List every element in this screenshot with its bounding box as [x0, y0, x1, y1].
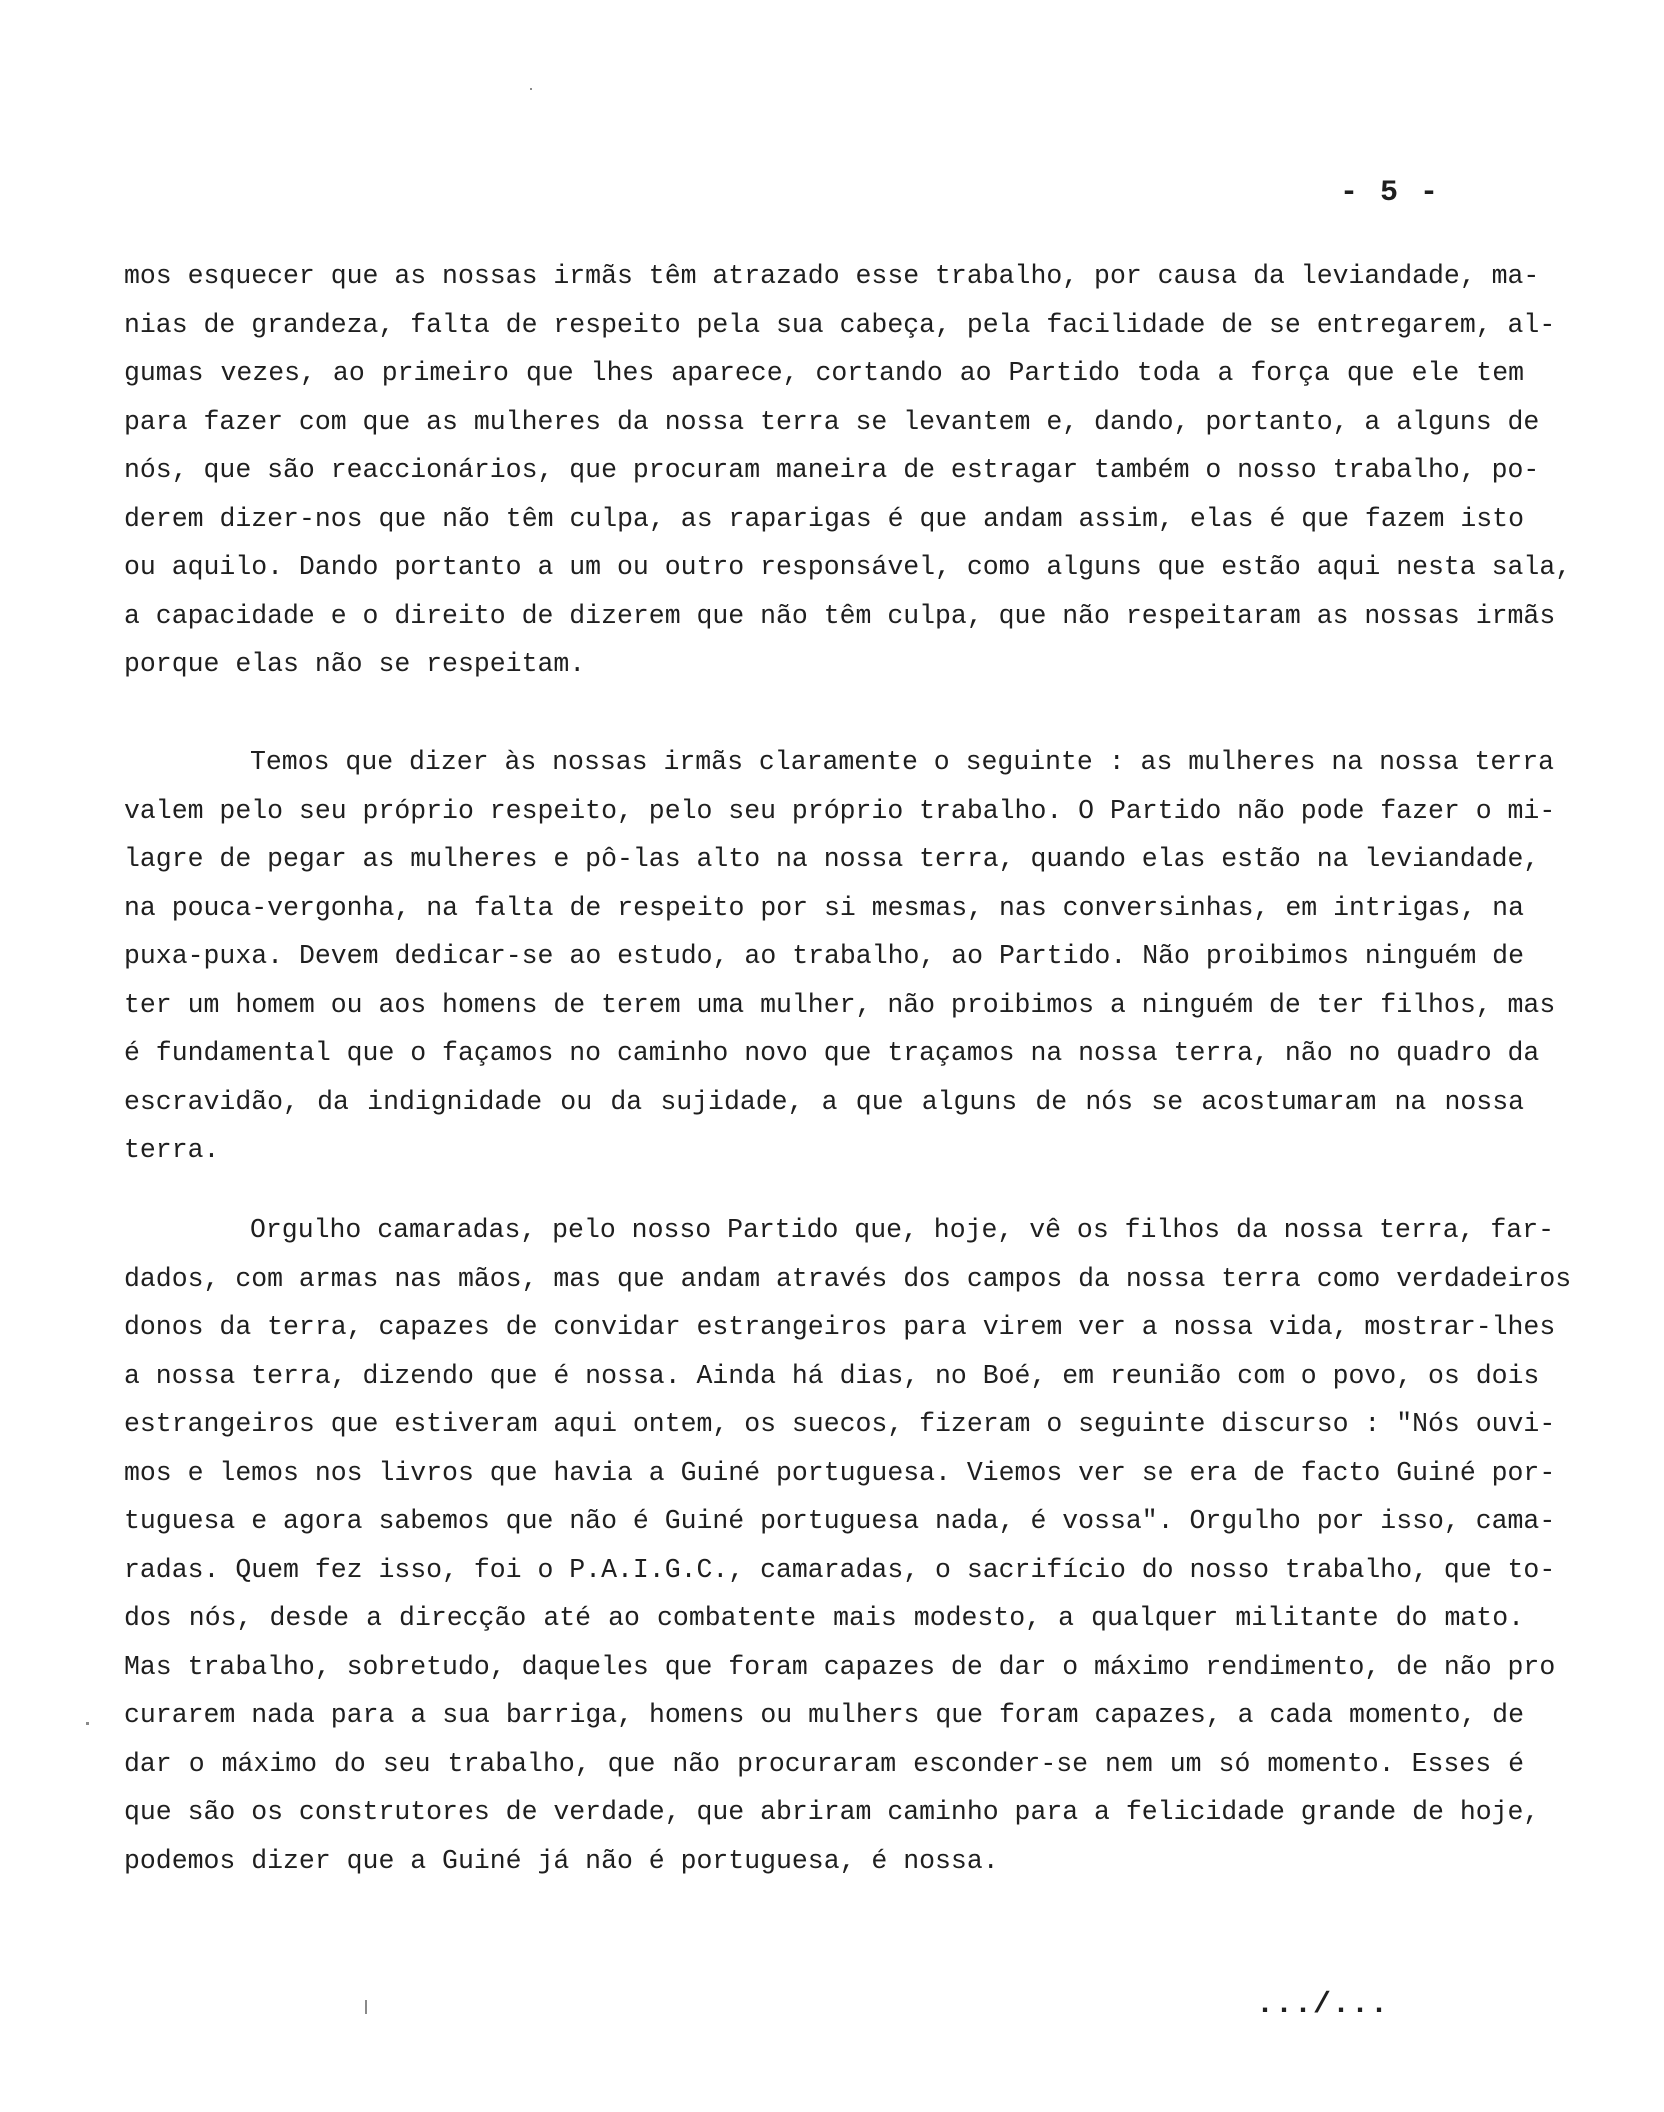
page-number: - 5 - — [1340, 176, 1441, 210]
scan-speck — [365, 2000, 367, 2014]
text-line: na pouca-vergonha, na falta de respeito por si mesmas, nas conversinhas, em intrigas, na — [124, 892, 1524, 923]
text-line: dar o máximo do seu trabalho, que não procuraram esconder-se nem um só momento. Esses é — [124, 1748, 1524, 1779]
text-line: donos da terra, capazes de convidar estrangeiros para virem ver a nossa vida, mostrar-lhes — [124, 1312, 1556, 1342]
text-line: estrangeiros que estiveram aqui ontem, os suecos, fizeram o seguinte discurso : "Nós ouvi- — [124, 1409, 1556, 1439]
text-line: Mas trabalho, sobretudo, daqueles que foram capazes de dar o máximo rendimento, de não pro — [124, 1651, 1556, 1682]
paragraph-3 — [124, 1206, 1572, 1885]
text-line: lagre de pegar as mulheres e pô-las alto na nossa terra, quando elas estão na leviandade, — [124, 844, 1540, 874]
text-line: tuguesa e agora sabemos que não é Guiné portuguesa nada, é vossa". Orgulho por isso, cama- — [124, 1506, 1556, 1536]
text-line: é fundamental que o façamos no caminho novo que traçamos na nossa terra, não no quadro da — [124, 1038, 1540, 1068]
text-line: dados, com armas nas mãos, mas que andam através dos campos da nossa terra como verdadeiros — [124, 1263, 1572, 1294]
text-line: dos nós, desde a direcção até ao combatente mais modesto, a qualquer militante do mato. — [124, 1603, 1524, 1633]
text-line: nós, que são reaccionários, que procuram maneira de estragar também o nosso trabalho, po- — [124, 455, 1540, 485]
scan-speck — [86, 1722, 89, 1725]
text-line: curarem nada para a sua barriga, homens ou mulhers que foram capazes, a cada momento, de — [124, 1700, 1524, 1730]
text-line: ter um homem ou aos homens de terem uma mulher, não proibimos a ninguém de ter filhos, mas — [124, 989, 1556, 1020]
text-line: a nossa terra, dizendo que é nossa. Ainda há dias, no Boé, em reunião com o povo, os dois — [124, 1360, 1540, 1391]
text-line: ou aquilo. Dando portanto a um ou outro responsável, como alguns que estão aqui nesta sala, — [124, 552, 1572, 582]
text-line: valem pelo seu próprio respeito, pelo seu próprio trabalho. O Partido não pode fazer o mi- — [124, 795, 1556, 826]
text-line: gumas vezes, ao primeiro que lhes aparece, cortando ao Partido toda a força que ele tem — [124, 358, 1524, 388]
text-line: podemos dizer que a Guiné já não é portuguesa, é nossa. — [124, 1845, 999, 1876]
text-line: Temos que dizer às nossas irmãs claramente o seguinte : as mulheres na nossa terra — [250, 747, 1555, 777]
text-line: radas. Quem fez isso, foi o P.A.I.G.C., camaradas, o sacrifício do nosso trabalho, que to- — [124, 1554, 1556, 1585]
paragraph-2 — [124, 738, 1556, 1175]
paragraph-1 — [124, 252, 1572, 689]
text-line: mos esquecer que as nossas irmãs têm atrazado esse trabalho, por causa da leviandade, ma- — [124, 261, 1540, 291]
text-line: puxa-puxa. Devem dedicar-se ao estudo, ao trabalho, ao Partido. Não proibimos ninguém de — [124, 941, 1524, 971]
text-line: que são os construtores de verdade, que abriram caminho para a felicidade grande de hoje, — [124, 1797, 1540, 1827]
scan-speck — [530, 88, 532, 90]
text-line: escravidão, da indignidade ou da sujidade, a que alguns de nós se acostumaram na nossa — [124, 1086, 1524, 1117]
text-line: mos e lemos nos livros que havia a Guiné portuguesa. Viemos ver se era de facto Guiné por- — [124, 1457, 1556, 1488]
text-line: para fazer com que as mulheres da nossa terra se levantem e, dando, portanto, a alguns de — [124, 406, 1540, 437]
continuation-marker: .../... — [1256, 1988, 1390, 2022]
text-line: a capacidade e o direito de dizerem que não têm culpa, que não respeitaram as nossas irmãs — [124, 600, 1556, 631]
text-line: derem dizer-nos que não têm culpa, as raparigas é que andam assim, elas é que fazem isto — [124, 503, 1524, 534]
text-line: nias de grandeza, falta de respeito pela sua cabeça, pela facilidade de se entregarem, al- — [124, 309, 1556, 340]
text-line: terra. — [124, 1135, 220, 1165]
text-line: porque elas não se respeitam. — [124, 649, 586, 679]
text-line: Orgulho camaradas, pelo nosso Partido que, hoje, vê os filhos da nossa terra, far- — [250, 1215, 1555, 1245]
